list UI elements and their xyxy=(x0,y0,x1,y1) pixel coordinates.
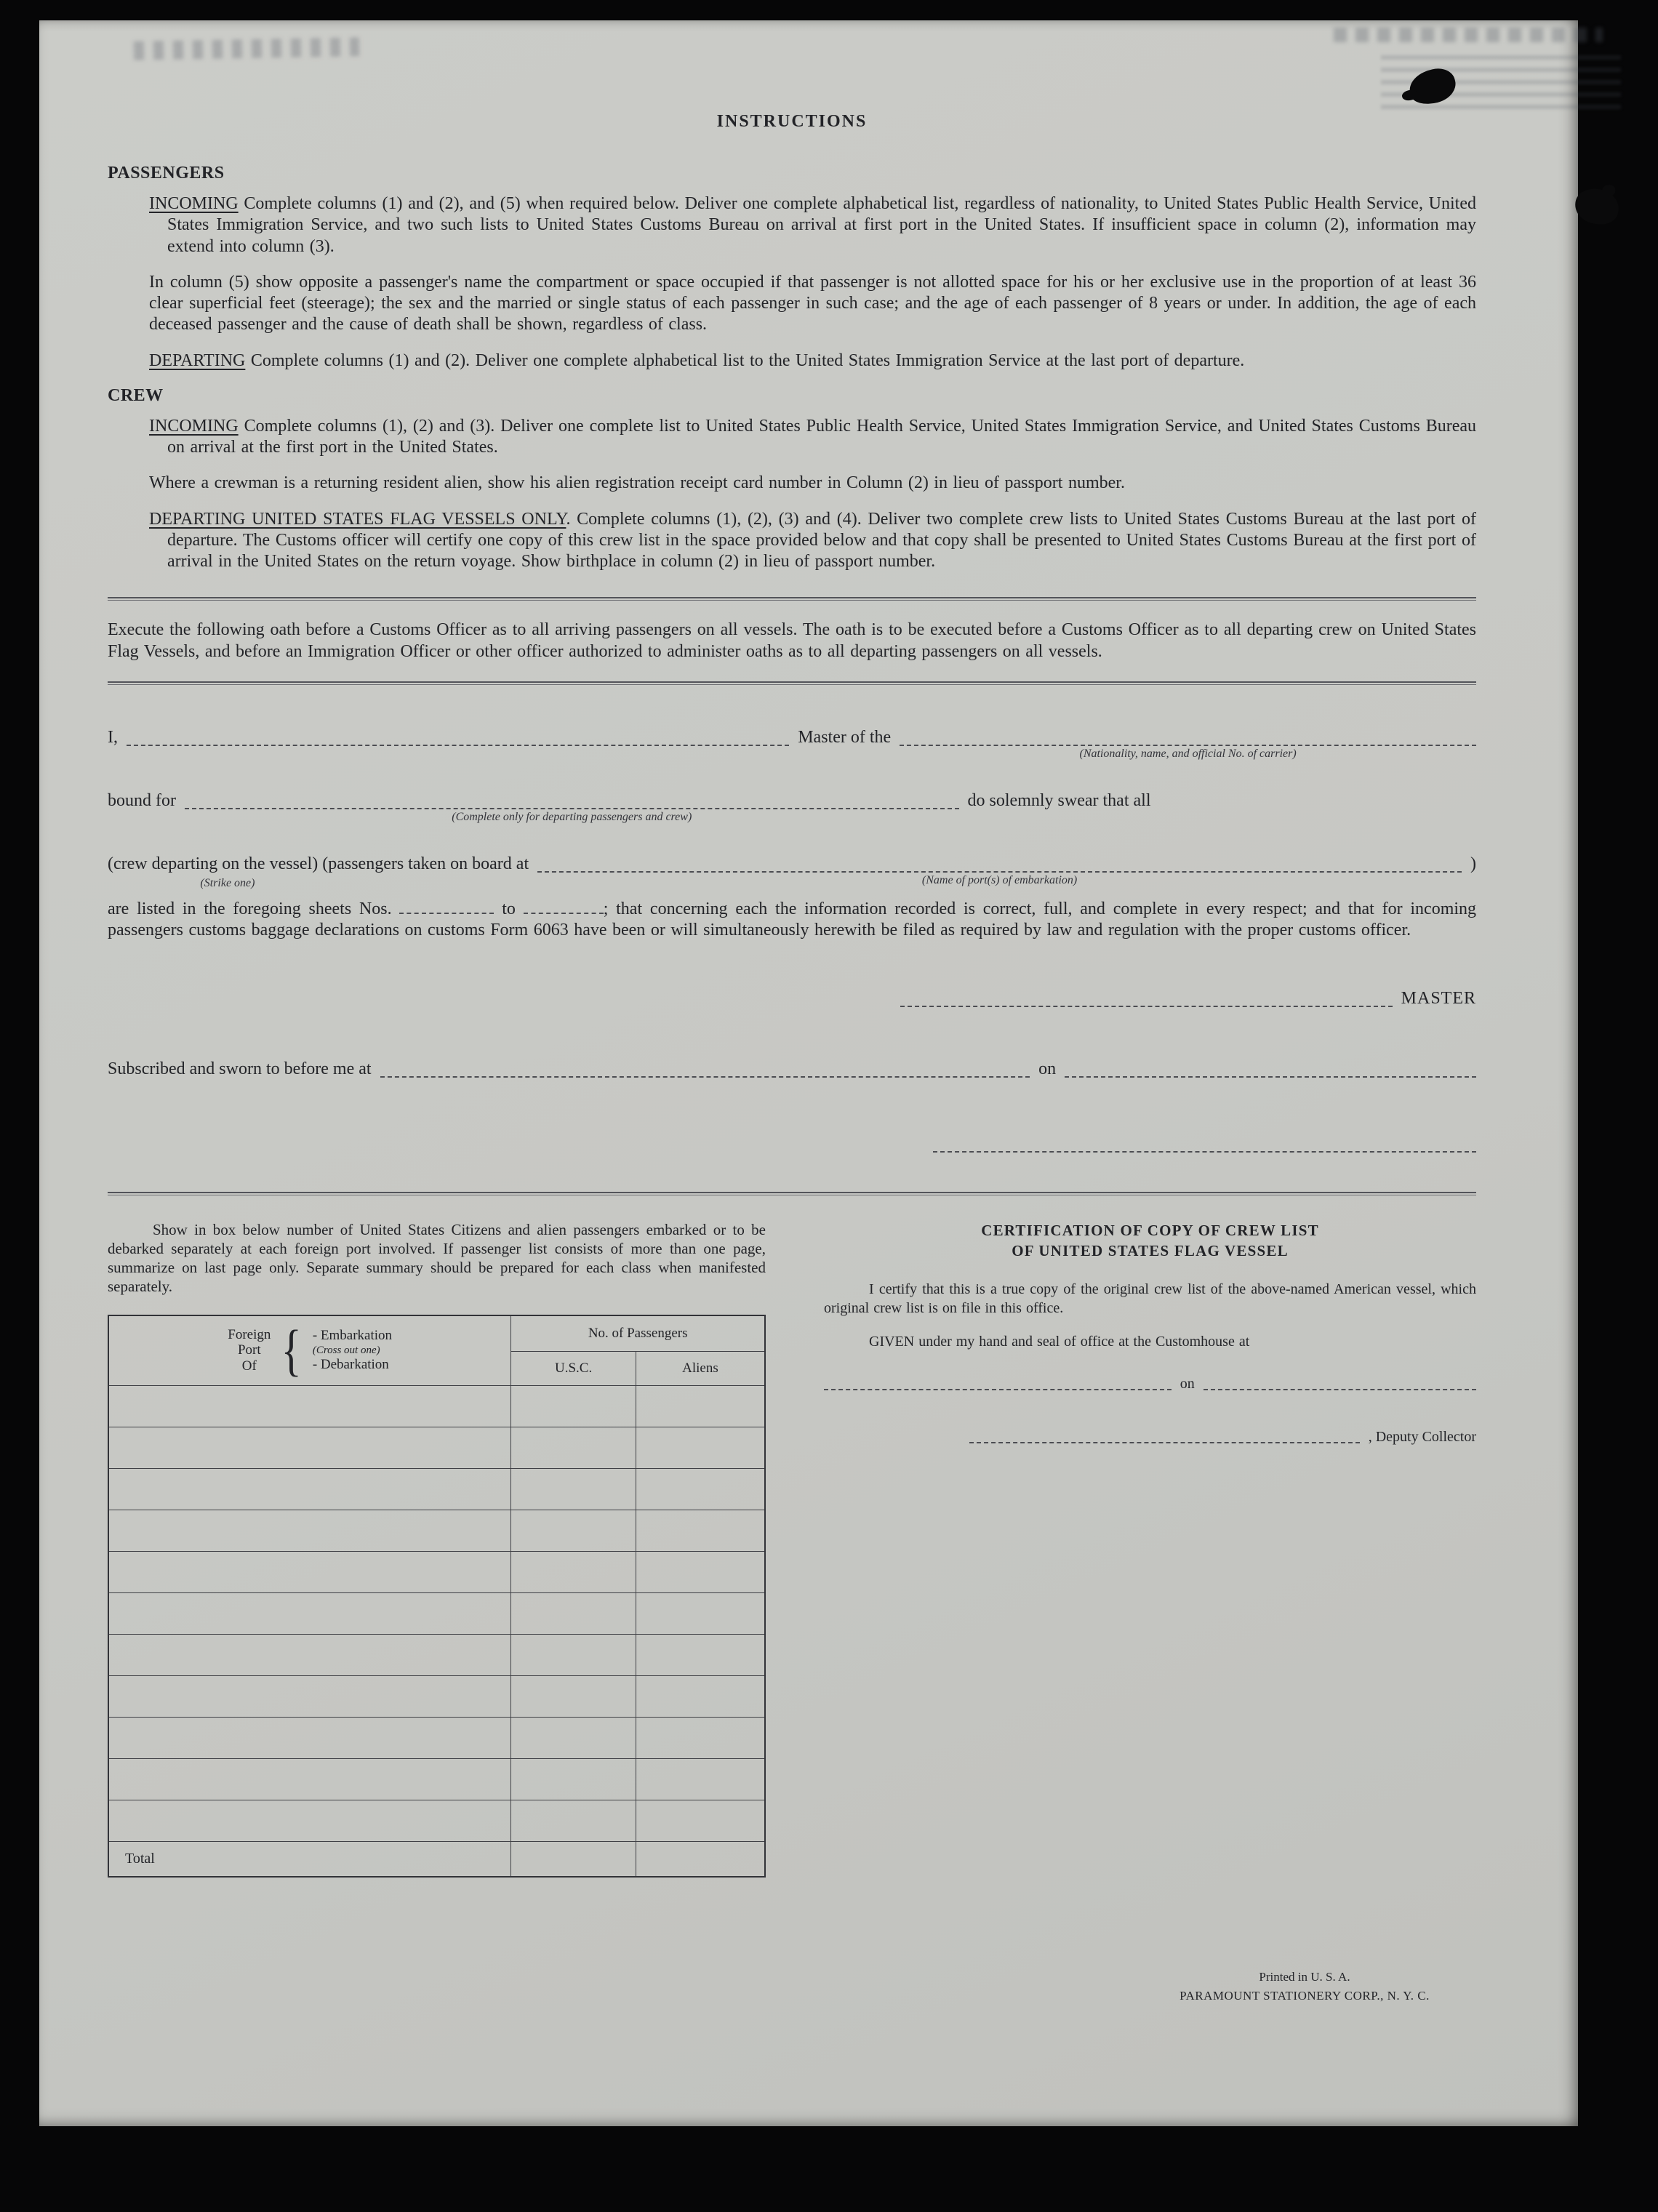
port-summary-row xyxy=(108,1759,765,1800)
passengers-column5-paragraph: In column (5) show opposite a passenger's name the compartment or space occupied if that passenger is not allotted space for his or her exclusive use in the proportion of at least 36 clear superficial feet (steerage); the sex and the married or single status of each passenger in such case; and the age of each passenger of 8 years or under. In addition, the age of each deceased passenger and the cause of death shall be shown, regardless of class. xyxy=(149,272,1476,334)
passengers-heading: PASSENGERS xyxy=(108,164,225,183)
document-page xyxy=(39,20,1578,2126)
usc-cell xyxy=(511,1469,636,1510)
crew-incoming-body-text: Complete columns (1), (2) and (3). Deliver one complete list to United States Public Health Service, United States Immigration Service, and United States Customs Bureau on arrival at the first port in the United States. xyxy=(167,416,1476,457)
total-label-cell: Total xyxy=(108,1842,511,1877)
of-word: Of xyxy=(241,1358,257,1374)
deputy-collector-label: , Deputy Collector xyxy=(1368,1429,1476,1446)
oath-bound-for-line xyxy=(108,789,1476,823)
port-cell xyxy=(108,1800,511,1842)
foreign-port-header-cell xyxy=(108,1315,511,1386)
crew-departing-lead-label: DEPARTING UNITED STATES FLAG VESSELS ONLY xyxy=(149,509,566,529)
to-label: to xyxy=(502,899,516,918)
total-row xyxy=(108,1842,765,1877)
crew-heading: CREW xyxy=(108,385,164,405)
aliens-cell xyxy=(636,1386,765,1427)
customhouse-place-blank xyxy=(824,1370,1172,1390)
departing-body-text: Complete columns (1) and (2). Deliver one complete alphabetical list to the United States Immigration Service at the last port of departure. xyxy=(245,350,1245,370)
port-cell xyxy=(108,1469,511,1510)
scan-smudge xyxy=(1334,28,1603,42)
officer-signature-blank xyxy=(933,1132,1476,1153)
usc-cell xyxy=(511,1510,636,1552)
debarkation-label: - Debarkation xyxy=(312,1357,389,1373)
port-cell xyxy=(108,1676,511,1718)
usc-cell xyxy=(511,1800,636,1842)
incoming-body-text: Complete columns (1) and (2), and (5) when required below. Deliver one complete alphabetical list, regardless of nationality, to United States Public Health Service, United States Immigration Service, and two such lists to United States Customs Bureau on arrival at first port in the United States. If insufficient space in column (2), information may extend into column (3). xyxy=(167,194,1476,256)
bound-for-blank-line xyxy=(185,789,959,809)
summary-intro-paragraph: Show in box below number of United States Citizens and alien passengers embarked or to be debarked separately at each foreign port involved. If passenger list consists of more than one page, summarize on last page only. Separate summary should be prepared for each class when manifested separately. xyxy=(108,1220,766,1295)
brace-glyph: { xyxy=(281,1318,303,1382)
scan-smudge xyxy=(134,37,359,60)
port-summary-row xyxy=(108,1469,765,1510)
usc-header-cell: U.S.C. xyxy=(511,1351,636,1385)
total-usc-cell xyxy=(511,1842,636,1877)
carrier-blank xyxy=(900,726,1476,760)
port-summary-column xyxy=(108,1220,766,1878)
total-aliens-cell xyxy=(636,1842,765,1877)
bottom-section xyxy=(108,1220,1476,1878)
crew-departing-label: (crew departing on the vessel) (passengers taken on board at xyxy=(108,854,529,874)
oath-master-line xyxy=(108,726,1476,760)
certification-title xyxy=(824,1220,1476,1262)
foreign-port-header-group xyxy=(109,1318,510,1382)
incoming-lead-label: INCOMING xyxy=(149,194,239,213)
crew-departing-paragraph xyxy=(149,509,1476,573)
certification-title-line2: OF UNITED STATES FLAG VESSEL xyxy=(1012,1241,1289,1259)
certify-paragraph: I certify that this is a true copy of the original crew list of the above-named American vessel, which original crew list is on file in this office. xyxy=(824,1281,1476,1317)
departing-lead-label: DEPARTING xyxy=(149,350,246,370)
listed-post-text: ; that concerning each the information recorded is correct, full, and complete in every respect; and that for incoming passengers customs baggage declarations on customs Form 6063 have been or will simultaneously herewith be filed as required by law and regulation with the proper customs officer. xyxy=(108,899,1477,940)
aliens-cell xyxy=(636,1676,765,1718)
subscribed-line xyxy=(108,1057,1476,1080)
ink-blob xyxy=(1573,186,1621,227)
table-header-row-1 xyxy=(108,1315,765,1352)
embarkation-label: - Embarkation xyxy=(312,1327,393,1343)
carrier-caption: (Nationality, name, and official No. of carrier) xyxy=(1079,747,1297,760)
aliens-cell xyxy=(636,1593,765,1635)
certification-title-line1: CERTIFICATION OF COPY OF CREW LIST xyxy=(981,1221,1319,1239)
port-summary-row xyxy=(108,1635,765,1676)
aliens-cell xyxy=(636,1469,765,1510)
port-cell xyxy=(108,1593,511,1635)
deputy-collector-line xyxy=(969,1423,1476,1446)
master-signature-line xyxy=(900,987,1476,1009)
crew-departing-body-text: . Complete columns (1), (2), (3) and (4). Deliver two complete crew lists to United States Customs Bureau at the last port of departure. The Customs officer will certify one copy of this crew list in the space provided below and that copy shall be presented to United States Customs Bureau at the first port of arrival in the United States on the return voyage. Show birthplace in column (2) in lieu of passport number. xyxy=(167,509,1476,572)
usc-cell xyxy=(511,1676,636,1718)
listed-pre-text: are listed in the foregoing sheets Nos. xyxy=(108,899,392,918)
master-name-blank xyxy=(127,726,789,746)
master-signature-blank xyxy=(900,987,1393,1007)
given-paragraph: GIVEN under my hand and seal of office at the Customhouse at xyxy=(869,1334,1250,1350)
oath-embarkation-line xyxy=(108,852,1476,890)
strike-one-group xyxy=(108,854,529,890)
port-summary-row xyxy=(108,1718,765,1759)
port-cell xyxy=(108,1386,511,1427)
sheets-from-blank xyxy=(399,897,494,914)
port-cell xyxy=(108,1718,511,1759)
usc-cell xyxy=(511,1552,636,1593)
aliens-cell xyxy=(636,1635,765,1676)
printed-in-usa-label: Printed in U. S. A. xyxy=(1259,1970,1350,1984)
deputy-signature-blank xyxy=(969,1423,1360,1443)
page-title: INSTRUCTIONS xyxy=(716,112,868,131)
passengers-incoming-paragraph xyxy=(149,193,1476,257)
on-label: on xyxy=(1038,1059,1057,1078)
crew-incoming-lead-label: INCOMING xyxy=(149,416,239,436)
port-cell xyxy=(108,1552,511,1593)
aliens-header-cell: Aliens xyxy=(636,1351,765,1385)
port-word: Port xyxy=(237,1342,261,1358)
usc-cell xyxy=(511,1759,636,1800)
passengers-header-cell: No. of Passengers xyxy=(511,1315,765,1352)
carrier-blank-line xyxy=(900,726,1476,746)
port-caption: (Name of port(s) of embarkation) xyxy=(921,873,1078,886)
swear-label: do solemnly swear that all xyxy=(967,791,1151,811)
customhouse-line xyxy=(824,1370,1476,1392)
master-of-the-label: Master of the xyxy=(798,728,892,748)
port-summary-row xyxy=(108,1552,765,1593)
port-summary-row xyxy=(108,1386,765,1427)
embark-port-blank-line xyxy=(537,852,1462,873)
port-cell xyxy=(108,1427,511,1469)
passengers-departing-paragraph xyxy=(149,350,1476,372)
oath-intro-paragraph: Execute the following oath before a Customs Officer as to all arriving passengers on all vessels. The oath is to be executed before a Customs Officer as to all departing crew on United States Flag Vessels, and before an Immigration Officer or other officer authorized to administer oaths as to all departing passengers on all vessels. xyxy=(108,620,1476,661)
sworn-place-blank xyxy=(380,1057,1030,1078)
section-divider xyxy=(108,597,1476,601)
embark-debark-group xyxy=(313,1328,392,1374)
printer-company-label: PARAMOUNT STATIONERY CORP., N. Y. C. xyxy=(1180,1989,1430,2003)
printer-footer xyxy=(1130,1968,1479,2006)
i-label: I, xyxy=(108,728,118,748)
aliens-cell xyxy=(636,1759,765,1800)
port-summary-row xyxy=(108,1593,765,1635)
usc-cell xyxy=(511,1593,636,1635)
section-divider xyxy=(108,1192,1476,1195)
aliens-cell xyxy=(636,1718,765,1759)
crew-incoming-paragraph xyxy=(149,416,1476,459)
section-divider xyxy=(108,681,1476,685)
cert-on-label: on xyxy=(1180,1376,1195,1392)
embark-port-blank xyxy=(537,852,1462,886)
bound-for-label: bound for xyxy=(108,791,176,811)
port-summary-row xyxy=(108,1510,765,1552)
port-cell xyxy=(108,1759,511,1800)
usc-cell xyxy=(511,1635,636,1676)
sworn-date-blank xyxy=(1065,1057,1476,1078)
certification-column xyxy=(824,1220,1476,1878)
subscribed-label: Subscribed and sworn to before me at xyxy=(108,1059,372,1078)
usc-cell xyxy=(511,1427,636,1469)
customhouse-date-blank xyxy=(1204,1370,1476,1390)
usc-cell xyxy=(511,1386,636,1427)
cross-out-caption: (Cross out one) xyxy=(312,1345,380,1357)
line-spacer xyxy=(1160,811,1477,812)
master-label: MASTER xyxy=(1401,988,1476,1008)
oath-listed-paragraph xyxy=(108,897,1476,942)
port-summary-row xyxy=(108,1800,765,1842)
port-cell xyxy=(108,1510,511,1552)
bound-for-caption: (Complete only for departing passengers and crew) xyxy=(452,810,692,823)
foreign-port-words xyxy=(228,1327,271,1375)
strike-one-caption: (Strike one) xyxy=(200,877,255,890)
bound-for-blank xyxy=(185,789,959,823)
port-summary-row xyxy=(108,1676,765,1718)
port-summary-tbody xyxy=(108,1386,765,1842)
usc-cell xyxy=(511,1718,636,1759)
aliens-cell xyxy=(636,1552,765,1593)
aliens-cell xyxy=(636,1427,765,1469)
port-summary-row xyxy=(108,1427,765,1469)
close-paren-label: ) xyxy=(1470,854,1476,874)
crew-resident-alien-paragraph: Where a crewman is a returning resident alien, show his alien registration receipt card number in Column (2) in lieu of passport number. xyxy=(149,473,1125,493)
port-cell xyxy=(108,1635,511,1676)
sheets-to-blank xyxy=(524,897,604,914)
port-summary-table xyxy=(108,1315,766,1878)
aliens-cell xyxy=(636,1510,765,1552)
aliens-cell xyxy=(636,1800,765,1842)
foreign-word: Foreign xyxy=(228,1326,271,1342)
